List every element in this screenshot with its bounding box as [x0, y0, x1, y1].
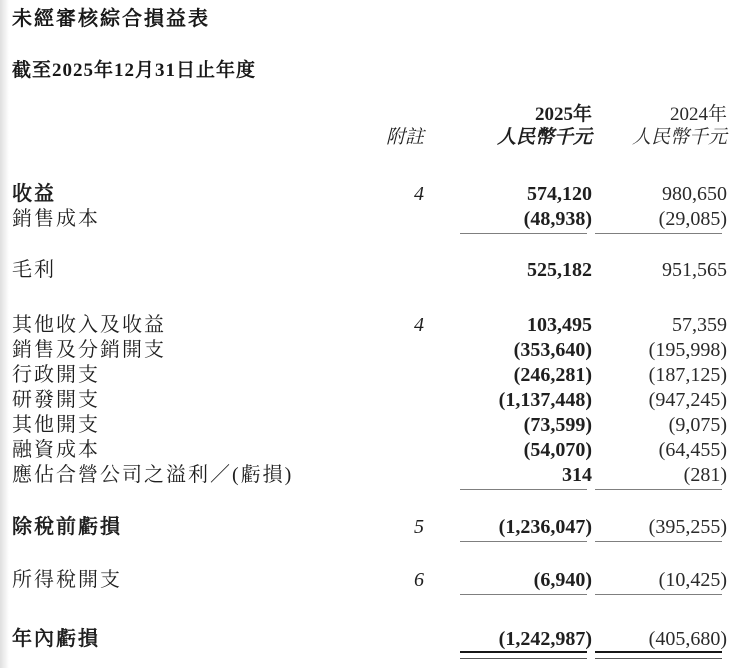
- column-rule: [460, 233, 587, 234]
- amount-2024: [592, 182, 727, 207]
- column-rule: [595, 233, 722, 234]
- table-row: [12, 627, 727, 652]
- amount-2025: [430, 438, 592, 463]
- column-header-year-2025: 2025年: [534, 104, 592, 125]
- column-header-currency-2024: 人民幣千元: [631, 127, 727, 148]
- row-label: 行政開支: [12, 364, 100, 386]
- document-title: 未經審核綜合損益表: [12, 8, 210, 30]
- row-label: 所得稅開支: [12, 569, 122, 591]
- column-rule: [595, 541, 722, 542]
- amount-2024-text: (29,085): [658, 208, 727, 230]
- amount-2024-text: (187,125): [648, 364, 727, 386]
- column-header-currency-2025: 人民幣千元: [496, 127, 592, 148]
- row-label: 銷售及分銷開支: [12, 339, 166, 361]
- amount-2025-text: 525,182: [527, 259, 592, 281]
- income-statement-table: [12, 103, 727, 652]
- row-label: 研發開支: [12, 389, 100, 411]
- row-label: 年內虧損: [12, 628, 100, 650]
- row-label: 應佔合營公司之溢利／(虧損): [12, 464, 294, 486]
- amount-2024: [592, 363, 727, 388]
- table-row: [12, 515, 727, 540]
- amount-2025: [430, 363, 592, 388]
- row-note: [368, 258, 430, 283]
- row-label: 收益: [12, 183, 56, 205]
- amount-2025-text: (48,938): [523, 208, 592, 230]
- table-row: [12, 338, 727, 363]
- row-label: 融資成本: [12, 439, 100, 461]
- header-spacer: [12, 103, 368, 126]
- amount-2024: [592, 388, 727, 413]
- amount-2024-text: (405,680): [648, 628, 727, 650]
- amount-2024-text: (195,998): [648, 339, 727, 361]
- header-spacer: [12, 126, 368, 149]
- statement-rows: [12, 182, 727, 652]
- column-rule: [595, 651, 722, 659]
- row-note: 4: [414, 183, 424, 205]
- header-year-row: [12, 103, 727, 126]
- row-note: [368, 627, 430, 652]
- amount-2025-text: (1,137,448): [498, 389, 592, 411]
- column-rule: [460, 651, 587, 659]
- amount-2024: [592, 207, 727, 232]
- amount-2025-text: 103,495: [527, 314, 592, 336]
- amount-2025: [430, 388, 592, 413]
- amount-2024-text: 980,650: [662, 183, 727, 205]
- amount-2025: [430, 182, 592, 207]
- row-label: 其他開支: [12, 414, 100, 436]
- row-note: [368, 413, 430, 438]
- row-label: 除稅前虧損: [12, 516, 122, 538]
- table-row: [12, 182, 727, 207]
- header-units-row: [12, 126, 727, 149]
- amount-2024: [592, 568, 727, 593]
- row-label: 銷售成本: [12, 208, 100, 230]
- amount-2024: [592, 627, 727, 652]
- amount-2024: [592, 463, 727, 488]
- column-rule: [595, 594, 722, 595]
- table-row: [12, 413, 727, 438]
- amount-2025: [430, 207, 592, 232]
- row-note: [368, 207, 430, 232]
- table-row: [12, 363, 727, 388]
- column-rule: [460, 594, 587, 595]
- amount-2024-text: (64,455): [658, 439, 727, 461]
- table-row: [12, 258, 727, 283]
- amount-2025: [430, 627, 592, 652]
- amount-2025-text: 314: [562, 464, 592, 486]
- amount-2025: [430, 313, 592, 338]
- column-rule: [460, 541, 587, 542]
- amount-2024-text: (281): [683, 464, 727, 486]
- row-note: 5: [414, 516, 424, 538]
- reporting-period: 截至2025年12月31日止年度: [12, 60, 257, 81]
- header-spacer: [368, 103, 430, 126]
- amount-2025-text: (246,281): [513, 364, 592, 386]
- amount-2024-text: (395,255): [648, 516, 727, 538]
- table-row: [12, 207, 727, 232]
- column-header-year-2024: 2024年: [669, 104, 727, 125]
- amount-2024: [592, 413, 727, 438]
- amount-2025: [430, 338, 592, 363]
- amount-2025: [430, 568, 592, 593]
- amount-2025-text: (6,940): [533, 569, 592, 591]
- row-note: [368, 338, 430, 363]
- amount-2025-text: (353,640): [513, 339, 592, 361]
- amount-2024: [592, 438, 727, 463]
- amount-2024-text: (9,075): [668, 414, 727, 436]
- amount-2024: [592, 338, 727, 363]
- amount-2025: [430, 515, 592, 540]
- row-note: 4: [414, 314, 424, 336]
- amount-2024-text: (10,425): [658, 569, 727, 591]
- amount-2024: [592, 515, 727, 540]
- row-note: [368, 463, 430, 488]
- table-header: [12, 103, 727, 149]
- amount-2025-text: (1,236,047): [498, 516, 592, 538]
- amount-2025: [430, 258, 592, 283]
- amount-2024-text: 57,359: [672, 314, 727, 336]
- amount-2025-text: (54,070): [523, 439, 592, 461]
- table-row: [12, 438, 727, 463]
- table-row: [12, 388, 727, 413]
- amount-2025: [430, 463, 592, 488]
- table-row: [12, 463, 727, 488]
- header-body-gap: [12, 149, 727, 182]
- row-label: 其他收入及收益: [12, 314, 166, 336]
- table-row: [12, 568, 727, 593]
- amount-2024-text: (947,245): [648, 389, 727, 411]
- amount-2025: [430, 413, 592, 438]
- column-rule: [595, 489, 722, 490]
- amount-2024: [592, 313, 727, 338]
- amount-2025-text: 574,120: [527, 183, 592, 205]
- table-row: [12, 313, 727, 338]
- row-label: 毛利: [12, 259, 56, 281]
- amount-2024-text: 951,565: [662, 259, 727, 281]
- row-note: [368, 438, 430, 463]
- column-rule: [460, 489, 587, 490]
- row-note: [368, 388, 430, 413]
- amount-2025-text: (73,599): [523, 414, 592, 436]
- row-note: 6: [414, 569, 424, 591]
- column-header-note: 附註: [385, 127, 424, 148]
- amount-2025-text: (1,242,987): [498, 628, 592, 650]
- row-note: [368, 363, 430, 388]
- amount-2024: [592, 258, 727, 283]
